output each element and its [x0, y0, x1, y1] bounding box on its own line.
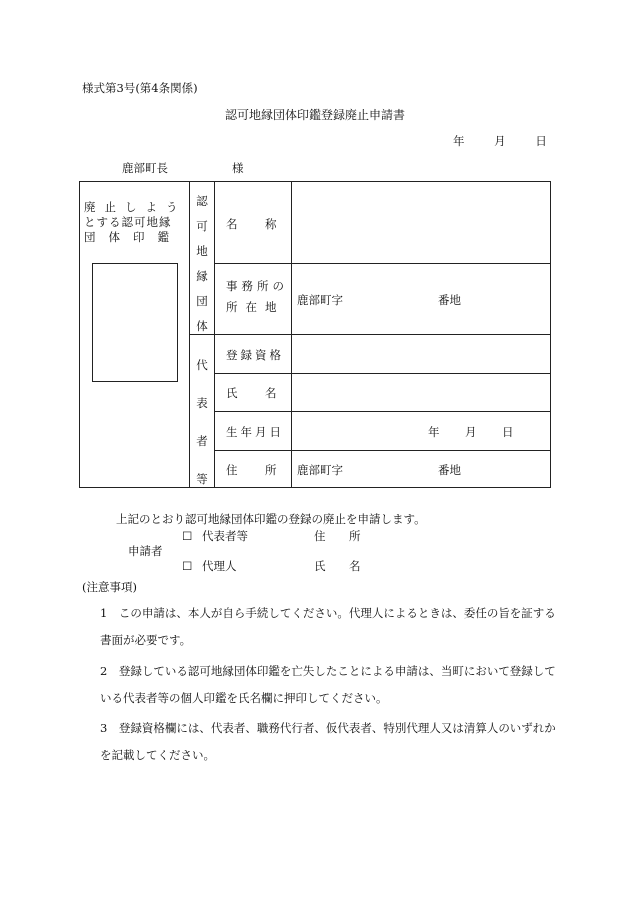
- application-date: [453, 133, 547, 149]
- checkbox-rep-icon[interactable]: ☐: [182, 529, 193, 543]
- seal-stamp-box: [92, 263, 178, 382]
- birth-month: 月: [465, 425, 477, 439]
- applicant-label: 申請者: [128, 544, 163, 558]
- date-year: 年: [453, 134, 465, 148]
- checkbox-agent-icon[interactable]: ☐: [182, 559, 193, 573]
- office-label-line-1: 事務所の: [226, 279, 288, 293]
- representative-label: 代表者等: [196, 358, 208, 486]
- option-agent: 代理人: [201, 559, 237, 573]
- birth-year: 年: [428, 425, 440, 439]
- note-item-2: 2 登録している認可地縁団体印鑑を亡失したことによる申請は、当町において登録している代表者等の個人印鑑を氏名欄に押印してください。: [100, 664, 556, 705]
- notes-heading: (注意事項): [82, 580, 137, 594]
- honorific: 様: [232, 161, 244, 175]
- seal-label-line-3: 団体印鑑: [84, 230, 182, 244]
- document-title: 認可地縁団体印鑑登録廃止申請書: [224, 108, 405, 122]
- applicant-name-label: 氏 名: [314, 559, 367, 573]
- checkbox-representative[interactable]: [182, 528, 248, 544]
- address-label: 住 所: [226, 463, 285, 477]
- application-statement: 上記のとおり認可地縁団体印鑑の登録の廃止を申請します。: [116, 512, 426, 526]
- office-address-suffix: 番地: [438, 293, 461, 307]
- qualification-label: 登録資格: [226, 348, 284, 362]
- office-address-prefix: 鹿部町字: [297, 293, 343, 307]
- seal-label-line-1: 廃止しよう: [84, 200, 187, 214]
- group-label: 認可地縁団体: [196, 194, 208, 333]
- rep-address-prefix: 鹿部町字: [297, 463, 343, 477]
- date-day: 日: [535, 134, 547, 148]
- rep-address-suffix: 番地: [438, 463, 461, 477]
- office-label-line-2: 所在地: [226, 300, 285, 314]
- name-label: 名 称: [226, 217, 285, 231]
- date-month: 月: [494, 134, 506, 148]
- note-item-1: 1 この申請は、本人が自ら手続してください。代理人によるときは、委任の旨を証する書面が必要です。: [100, 606, 556, 647]
- birth-date-label: 生年月日: [226, 425, 284, 439]
- seal-label-line-2: とする認可地縁: [84, 215, 172, 229]
- birth-day: 日: [502, 425, 514, 439]
- applicant-address-label: 住 所: [314, 529, 367, 543]
- note-item-3: 3 登録資格欄には、代表者、職務代行者、仮代表者、特別代理人又は清算人のいずれかを記載してください。: [100, 721, 556, 762]
- checkbox-agent[interactable]: [182, 558, 236, 574]
- rep-name-label: 氏 名: [226, 386, 285, 400]
- seal-label: [84, 200, 187, 245]
- form-id: 様式第3号(第4条関係): [82, 81, 198, 95]
- addressee: 鹿部町長: [122, 161, 168, 175]
- option-representative: 代表者等: [201, 529, 248, 543]
